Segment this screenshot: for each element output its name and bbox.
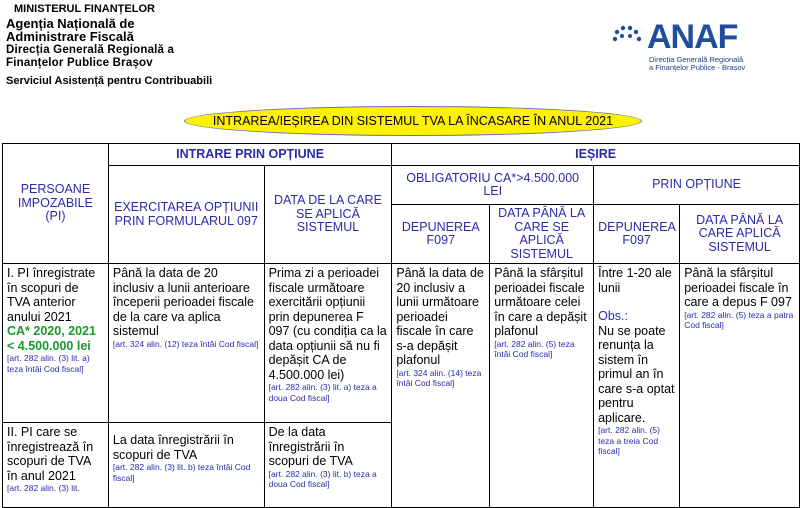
agency-name-1: Agenția Națională de	[6, 15, 135, 31]
row2-data-text: De la data înregistrării în scopuri de TVA	[268, 425, 353, 468]
header-data-intrare: DATA DE LA CARE SE APLICĂ SISTEMUL	[264, 166, 392, 264]
row2-data-ref: [art. 282 alin. (3) lit. b) teza a doua Cod fiscal]	[268, 468, 377, 489]
row1-pi-cell	[3, 264, 109, 423]
anaf-logo	[609, 18, 749, 78]
row2-exercitarea-cell	[108, 423, 264, 508]
row2-data-cell	[264, 423, 392, 508]
header-depunerea-2: DEPUNEREA F097	[594, 205, 680, 264]
row1-data-iesire-2-text: Până la sfârșitul perioadei fiscale în care a depus F 097	[684, 266, 792, 309]
row1-pi-ref: [art. 282 alin. (3) lit. a) teza întâi Cod fiscal]	[7, 353, 90, 374]
agency-name-2: Administrare Fiscală	[6, 29, 134, 44]
header-prin-optiune: PRIN OPȚIUNE	[594, 166, 800, 205]
row1-exercitarea-text: Până la data de 20 inclusiv a lunii anterioare începerii perioadei fiscale de la care va aplica sistemul	[112, 266, 254, 338]
row1-depunerea-1-ref: [art. 324 alin. (14) teza întâi Cod fiscal]	[396, 367, 482, 388]
row1-exercitarea-ref: [art. 324 alin. (12) teza întâi Cod fiscal]	[112, 338, 259, 349]
anaf-wordmark: ANAF	[647, 18, 738, 56]
header-persoane: PERSOANE IMPOZABILE (PI)	[3, 144, 109, 264]
header-intrare: INTRARE PRIN OPȚIUNE	[108, 144, 391, 166]
row1-depunerea-1-cell	[392, 264, 490, 508]
row1-depunerea-2-text: Între 1-20 ale lunii	[598, 266, 672, 295]
row1-data-iesire-1-text: Până la sfârșitul perioadei fiscale următoare celei în care a depășit plafonul	[494, 266, 587, 338]
institution-header	[6, 3, 212, 88]
header-exercitarea: EXERCITAREA OPȚIUNII PRIN FORMULARUL 097	[108, 166, 264, 264]
row2-exercitarea-text: La data înregistrării în scopuri de TVA	[112, 433, 234, 462]
row2-exercitarea-ref: [art. 282 alin. (3) lit. b) teza întâi Cod fiscal]	[112, 462, 251, 483]
row2-pi-text: II. PI care se înregistrează în scopuri de TVA în anul 2021	[7, 425, 94, 483]
header-depunerea-1: DEPUNEREA F097	[392, 205, 490, 264]
row1-depunerea-2-ref: [art. 282 alin. (5) teza a treia Cod fiscal]	[598, 425, 660, 456]
directorate-name-1: Direcția Generală Regională a	[6, 43, 175, 56]
anaf-subtitle: Direcția Generală Regională a Finanțelor Publice - Brașov	[649, 55, 746, 72]
row1-depunerea-1-text: Până la data de 20 inclusiv a lunii următoare perioadei fiscale în care s-a depășit plafonul	[396, 266, 484, 367]
row1-depunerea-2-cell	[594, 264, 680, 508]
row1-data-ref: [art. 282 alin. (3) lit. a) teza a doua Cod fiscal]	[268, 382, 377, 403]
row1-pi-threshold: CA* 2020, 2021 < 4.500.000 lei	[7, 324, 96, 353]
row2-pi-ref: [art. 282 alin. (3) lit.	[7, 483, 80, 493]
anaf-emblem-icon	[609, 22, 645, 58]
header-data-iesire-1: DATA PÂNĂ LA CARE SE APLICĂ SISTEMUL	[490, 205, 594, 264]
row1-obs-label: Obs.:	[598, 309, 628, 323]
directorate-name-2: Finanțelor Publice Brașov	[6, 57, 153, 69]
service-name: Serviciul Asistență pentru Contribuabili	[6, 74, 213, 87]
row1-data-iesire-1-ref: [art. 282 alin. (5) teza întâi Cod fiscal]	[494, 338, 575, 359]
ministry-name: MINISTERUL FINANȚELOR	[14, 3, 155, 15]
row1-data-iesire-1-cell	[490, 264, 594, 508]
row1-data-iesire-2-cell	[680, 264, 800, 508]
row1-obs-text: Nu se poate renunța la sistem în primul an în care s-a optat pentru aplicare.	[598, 323, 675, 425]
title-banner: INTRAREA/IEȘIREA DIN SISTEMUL TVA LA ÎNCASARE ÎN ANUL 2021	[184, 106, 642, 136]
header-data-iesire-2: DATA PÂNĂ LA CARE APLICĂ SISTEMUL	[680, 205, 800, 264]
header-iesire: IEȘIRE	[392, 144, 800, 166]
row2-pi-cell	[3, 423, 109, 508]
row1-data-text: Prima zi a perioadei fiscale următoare exercitării opțiunii prin depunerea F 097 (cu condiția ca la data opțiunii să nu fi depășit CA de 4.500.000 lei)	[268, 266, 387, 382]
vat-cash-table	[2, 143, 800, 508]
header-obligatoriu: OBLIGATORIU CA*>4.500.000 LEI	[392, 166, 594, 205]
row1-data-cell	[264, 264, 392, 423]
row1-pi-text: I. PI înregistrate în scopuri de TVA anterior anului 2021	[7, 266, 96, 324]
row1-exercitarea-cell	[108, 264, 264, 423]
row1-data-iesire-2-ref: [art. 282 alin. (5) teza a patra Cod fiscal]	[684, 309, 794, 330]
